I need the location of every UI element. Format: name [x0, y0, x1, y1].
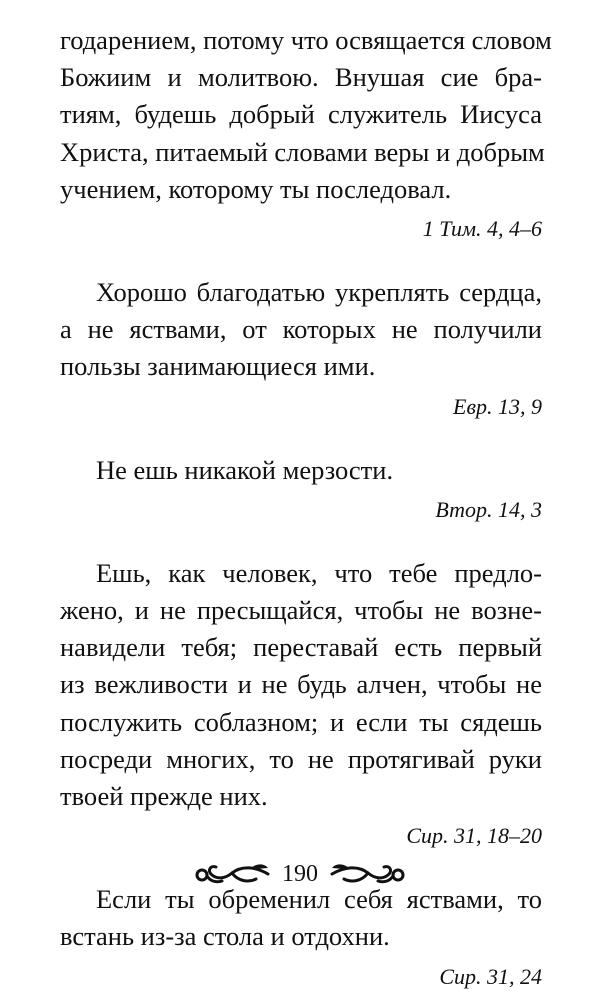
page-footer	[0, 852, 600, 896]
passage-line: посреди многих, то не протягивай руки	[60, 743, 542, 774]
flourish-left-icon	[192, 859, 272, 889]
passage-line: годарением, потому что освящается словом	[60, 25, 552, 55]
passage-line: Не ешь никакой мерзости.	[96, 454, 394, 485]
scripture-reference: 1 Тим. 4, 4–6	[422, 216, 542, 242]
passage-line: пользы занимающиеся ими.	[60, 351, 376, 382]
passage-line: жено, и не пресыщайся, чтобы не возне-	[60, 595, 542, 626]
passage-line: Хорошо благодатью укреплять сердца,	[96, 277, 542, 308]
passage-line: Божиим и молитвою. Внушая сие бра-	[60, 62, 542, 93]
flourish-right-icon	[328, 859, 408, 889]
scripture-reference: Сир. 31, 18–20	[406, 823, 542, 849]
passage-line: Христа, питаемый словами веры и добрым	[60, 136, 545, 167]
scripture-reference: Евр. 13, 9	[453, 393, 542, 419]
passage-3	[60, 452, 542, 489]
passage-line: учением, которому ты последовал.	[60, 173, 452, 204]
passage-line: Ешь, как человек, что тебе предло-	[96, 557, 542, 588]
passage-line: послужить соблазном; и если ты сядешь	[60, 706, 542, 737]
page-number: 190	[282, 861, 318, 887]
page-body	[60, 22, 552, 992]
passage-line: встань из-за стола и отдохни.	[60, 921, 390, 952]
passage-line: навидели тебя; переставай есть первый	[60, 632, 542, 663]
passage-2	[60, 274, 542, 386]
scripture-reference: Втор. 14, 3	[435, 496, 542, 522]
passage-line: а не яствами, от которых не получили	[60, 314, 542, 345]
passage-4	[60, 555, 542, 815]
passage-line: тиям, будешь добрый служитель Иисуса	[60, 99, 542, 130]
passage-line: Если ты обременил себя яствами, то	[96, 884, 542, 915]
scripture-reference: Сир. 31, 24	[439, 963, 542, 989]
passage-line: твоей прежде них.	[60, 781, 268, 812]
passage-line: из вежливости и не будь алчен, чтобы не	[60, 669, 542, 700]
passage-1	[60, 22, 552, 208]
